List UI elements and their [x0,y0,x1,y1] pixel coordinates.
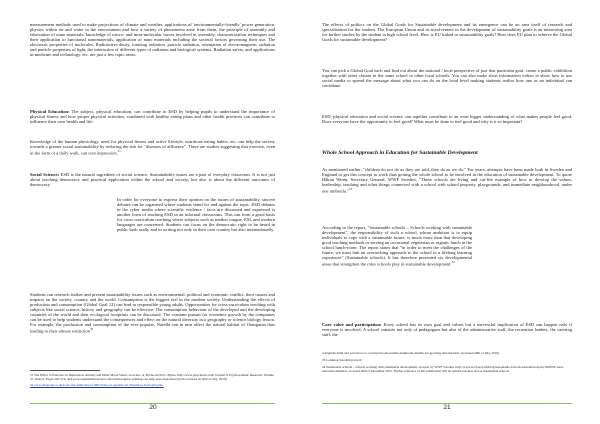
footnote-ref-31[interactable]: 31 [117,149,121,154]
left-footnotes [30,373,275,387]
effects-paragraph: The effects of politics on the Global Goals for Sustainable development and its emergence can be an area itself of research and specialisation for the student. The European Union and its involvement in the development of sustainability goals is an interesting area for further studies by the student at high school level. How is EU linked to sustainability goals? How does EU plan to achieve the Global Goals for sustainable development? [322,22,572,43]
core-paragraph [322,322,572,337]
right-footnotes [322,351,572,373]
according-paragraph [322,225,472,267]
footnote-ref-34[interactable]: 34 [451,260,455,265]
debate-paragraph: In order for everyone to express their opinion on the issues of sustainability, sincere debates can be organised where students stand for and against the topic. ESD debates in the cyber media where scientific evidence / facts are discussed and expressed is another form of teaching ESD in an informal classrooms. This can form a good basis for cross curriculum teaching where subjects such as mother tongue, ESL and modern languages are concerned. Students can focus on the democratic right to be heard in public both orally and in writing not only in their own country but also internationally. [117,197,275,233]
pe-label: Physical Education: [30,109,70,114]
footnote-34: 34 Sustainable schools – schools working with sustainable development. A report by WWF Sweden. http://www.wwf.se/wwfsblog/sustainable-schools-education/report/1605WF-next-education-material. accessed 26th of December 2015. Further reference of this publication will be written brackets and as Sustainable schools [322,365,564,373]
pe-block [30,109,275,124]
blank-image-area [53,238,111,284]
pick-paragraph: You can pick a Global Goal each and find out about the national / local perspective of just that particular goal, create a public exhibition together with other classes in the same school or other local schools. You can also make short information videos to show how to use social media to spread the message about what you can do on the local level making students realise how one as an individual can contribute. [322,68,572,89]
section-heading-block [322,150,572,157]
effects-block [322,22,572,42]
page-number: 21 [443,404,451,411]
according-block [322,225,472,267]
left-intro-block [30,22,275,57]
section-heading: Whole School Approach in Education for Sustainable Development [322,150,478,156]
debate-block [117,197,275,232]
footnote-ref-32[interactable]: 32 [90,327,94,332]
knowledge-text: Knowledge of the human physiology, need for physical fitness and active lifestyle, nutritious eating habits, etc. can help the society towards a greater social sustainability by reducing the risk for "diseases of affluence". There are studies suggesting that exercise, even in the form of a daily walk, can cure depression. [30,139,275,156]
esd-block [322,114,572,124]
core-label: Core value and participation: [322,322,382,327]
according-text: According to the report, "Sustainable schools – Schools working with sustainable development", the responsibility of such a school, whose ambition is to equip individuals to cope with a sustainable future, is much more than that developing good teaching methods or serving an occasional vegetarian or organic lunch in the school lunch-room. The report states that "in order to meet the challenges of the future, we must link an overarching approach to the school in a lifelong learning experience" (Sustainable schools). It has therefore presented six developmental areas that strengthen the roles schools play in sustainable development. [322,225,472,267]
mentioned-paragraph [322,167,572,194]
physical-education-paragraph [30,109,275,124]
intro-paragraph: measurement methods used to make projections of climate and weather, applications of 'environmentally-friendly' power generation, physics within air and water in the environment and how a variety of phenomena arise from them, the principle of assembly and fabrication of nano materials, knowledge of micro- and intra-molecular forces involved in assembly, characterization techniques and their application to functional nanomaterials, application of nano materials including the societal factors governing their use, The electronic properties of molecules, Radioactive decay, ionizing radiation, particle radiation, orientation of electromagnetic radiation and particle properties of light, the interaction of different types of radiation and biological systems, Radiation safety, and applications in medicine and technology, etc. are just a few topic areas. [30,22,275,58]
students-block [30,292,275,334]
esd-paragraph: ESD, physical education and social science can together contribute to an even bigger understanding of what makes people feel good. Does everyone have the opportunity to feel good? What must be done to feel good and why is it so important? [322,114,572,125]
footnote-divider [30,370,100,371]
page-number: 20 [149,404,157,411]
mentioned-block [322,167,572,194]
footnote-31: 31 The Effect of Exercise on Depression, Anxiety and Other Mood States: A review. A. Byrne and D.G. Byrne. http://www.jpsychores.com/ Journal of Psychosomatic Research: Volume 37, Issue 6, Pages 565-574; and www.sustainablevarsion.com/article/regular-walking-can-help-ease-depression (both accessed on 20th of July, 2016) [30,373,274,381]
ss-text: ESD is the natural ingredient of social science. Sustainability issues are a part of everyday classroom. It is not just about teaching democracy and practical application within the school and society, but also is about the different outcomes of democracy. [30,172,275,188]
pick-block [322,68,572,88]
social-science-block [30,172,275,187]
ss-label: Social Science: [30,172,60,177]
social-science-paragraph [30,172,275,187]
knowledge-paragraph [30,139,275,156]
footnote-32-link[interactable]: 32 www.telegraph.co.uk/food-and-drink/news/11605/Why-we-appetite-for-Nutella-is-destroying-the- [30,383,164,387]
footnote-ref-33[interactable]: 33 [348,187,352,192]
core-text: Every school has its own goal and values but a successful implication of ESD can happen only if everyone is involved. A school consists not only of pedagogues but also of the administrative staff, the recreation leaders, the catering staff, the [322,322,572,338]
right-page [300,0,600,424]
knowledge-block [30,139,275,156]
core-block [322,322,572,337]
pe-text: The subject, physical education, can contribute to ESD by helping pupils to understand the importance of physical fitness and how proper physical activities, combined with healthy eating plans and other health practices can contribute to influence their own health and life. [30,109,276,125]
students-paragraph [30,292,275,334]
footnote-33: 33 Common Swedish proverb [322,358,362,362]
students-text: Students can research further and present sustainability issues such as environmental, political and economic conflict, their causes and impacts on the society, country and the world. Consumption is the biggest evil in the modern society. Understanding the effects of production and consumption (Global Goal 12) can lead to responsible young adults. Opportunities for cross-curriculum teaching with subjects like social science, history and geography can be effective. The consumption behaviour of the developed and the developing countries of the world and their ecological footprints can be discussed. The constant pursuit for economic growth by the companies can be used to help students understand the consequences and effect on the natural diversity in a geography or science biology lesson. For example, the production and consumption of the ever popular, Nutella can in turn affect the natural habitat of Orangutan thus leading to their almost extinction [30,292,275,334]
footnote-continuation: orangutans.html and www.how-to-overview/foods-nutella-nutella-the-nutella-for-growing-deforestation/ (accessed 20th of July, 2016) [322,351,500,355]
mentioned-text: As mentioned earlier, "children do not do as they are told, they do as we do." For years, attempts have been made both in Sweden and England to get this concept to work thus getting the whole school to be involved in the education of sustainable development. To quote Håkan Wirén, Secretary General, WWF Sweden, "These schools are living and cut-life example of how to develop the values, leadership, teaching and other things connected with a school with school property, playgrounds, and immediate neighbourhood, under one umbrella." [322,167,572,194]
